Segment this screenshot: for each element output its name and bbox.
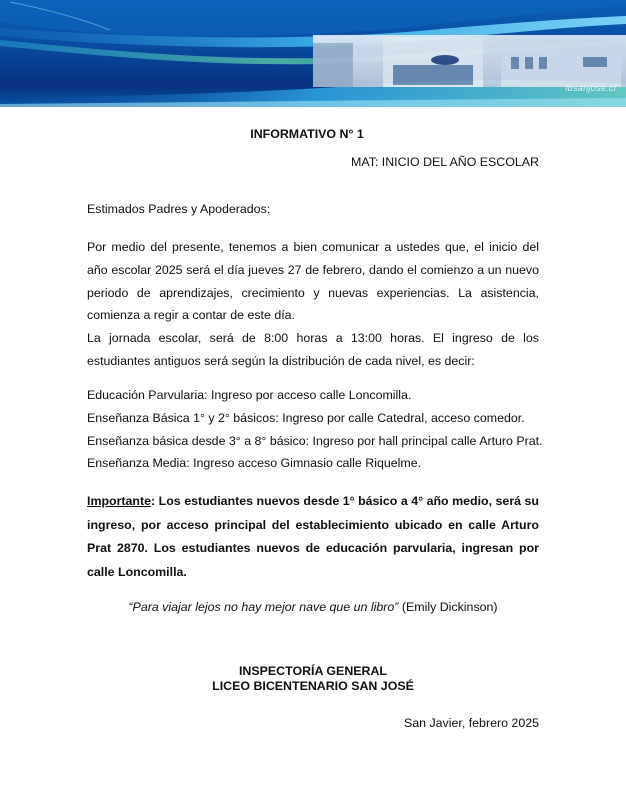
paragraph-schedule: La jornada escolar, será de 8:00 horas a 13:00 horas. El ingreso de los estudiantes antiguos será según la distribución de cada nivel, es decir: xyxy=(87,331,539,368)
quote xyxy=(0,600,626,614)
important-label: Importante xyxy=(87,494,152,508)
signature-institution: LICEO BICENTENARIO SAN JOSÉ xyxy=(212,679,414,693)
paragraph-start-date: Por medio del presente, tenemos a bien comunicar a ustedes que, el inicio del año escolar 2025 será el día jueves 27 de febrero, dando el comienzo a un nuevo periodo de aprendizajes, crecimiento y nuevas experiencias. La asistencia, comienza a regir a contar de este día. xyxy=(87,240,539,323)
quote-text: “Para viajar lejos no hay mejor nave que un libro” xyxy=(128,600,399,614)
list-item: Enseñanza Básica 1° y 2° básicos: Ingreso por calle Catedral, acceso comedor. xyxy=(87,410,525,425)
document-title-text: INFORMATIVO N° 1 xyxy=(250,127,364,141)
body-paragraphs xyxy=(87,236,539,373)
important-notice xyxy=(87,490,539,584)
signature-department: INSPECTORÍA GENERAL xyxy=(238,664,387,678)
school-building-photo xyxy=(313,35,626,87)
important-text: : Los estudiantes nuevos desde 1° básico a 4° año medio, será su ingreso, por acceso principal del establecimiento ubicado en calle Arturo Prat 2870. Los estudiantes nuevos de educación parvularia, ingresan por calle Loncomilla. xyxy=(87,494,539,579)
list-item: Enseñanza Media: Ingreso acceso Gimnasio calle Riquelme. xyxy=(87,456,422,471)
entry-by-level-list xyxy=(87,384,543,475)
list-item: Educación Parvularia: Ingreso por acceso calle Loncomilla. xyxy=(87,388,412,402)
document-title xyxy=(0,127,626,141)
greeting: Estimados Padres y Apoderados: xyxy=(87,202,271,216)
header-banner xyxy=(0,0,626,107)
quote-author: (Emily Dickinson) xyxy=(401,600,498,614)
website-label: lbsanjose.cl xyxy=(565,83,616,93)
place-and-date: San Javier, febrero 2025 xyxy=(403,716,539,730)
signature-block xyxy=(0,664,626,694)
subject-line: MAT: INICIO DEL AÑO ESCOLAR xyxy=(351,155,539,169)
list-item: Enseñanza básica desde 3° a 8° básico: Ingreso por hall principal calle Arturo Prat. xyxy=(87,433,543,448)
